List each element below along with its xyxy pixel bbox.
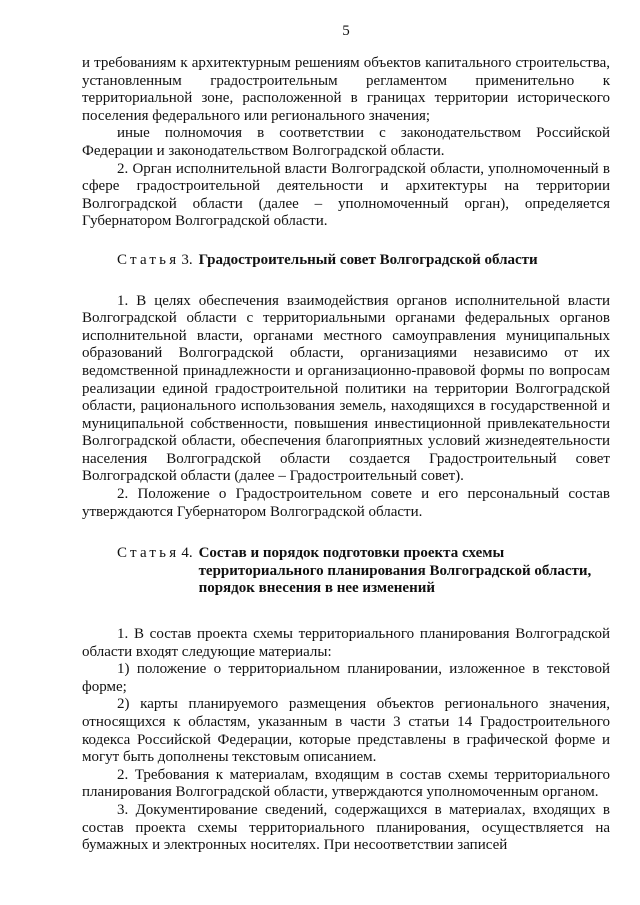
- article-title-line: территориального планирования Волгоградской области,: [198, 562, 592, 579]
- section-top: [82, 55, 610, 231]
- paragraph: иные полномочия в соответствии с законодательством Российской Федерации и законодательством Волгоградской области.: [82, 125, 610, 159]
- paragraph: 1. В целях обеспечения взаимодействия органов исполнительной власти Волгоградской области с территориальными органами федеральных органов исполнительной власти, органами местного самоуправления муниципальных образований Волгоградской области, организациями независимо от их ведомственной принадлежности и организационно-правовой формы по вопросам реализации единой градостроительной политики на территории Волгоградской области, рационального использования земель, находящихся в государственной и муниципальной собственности, повышения инвестиционной привлекательности Волгоградской области, обеспечения благоприятных условий жизнедеятельности населения Волгоградской области создается Градостроительный совет Волгоградской области (далее – Градостроительный совет).: [82, 292, 610, 485]
- article-title: Градостроительный совет Волгоградской области: [198, 251, 538, 268]
- paragraph: 2. Орган исполнительной власти Волгоградской области, уполномоченный в сфере градостроительной деятельности и архитектуры на территории Волгоградской области (далее – уполномоченный орган), определяется Губернатором Волгоградской области.: [82, 160, 610, 230]
- paragraph: 2. Требования к материалам, входящим в состав схемы территориального планирования Волгоградской области, утверждаются уполномоченным органом.: [82, 766, 610, 801]
- page-number: 5: [342, 23, 350, 39]
- article-prefix: Статья: [117, 545, 180, 562]
- paragraph: 2. Положение о Градостроительном совете и его персональный состав утверждаются Губернатором Волгоградской области.: [82, 486, 610, 520]
- article-3-heading: [82, 252, 610, 270]
- document-page: [82, 24, 610, 855]
- article-number: 3.: [181, 251, 193, 268]
- paragraph: и требованиям к архитектурным решениям объектов капитального строительства, установленным градостроительным регламентом применительно к территориальной зоне, расположенной в границах территории исторического поселения федерального или регионального значения;: [82, 55, 610, 124]
- article-prefix: Статья: [117, 251, 180, 268]
- paragraph: 3. Документирование сведений, содержащихся в материалах, входящих в состав проекта схемы территориального планирования, осуществляется на бумажных и электронных носителях. При несоответствии записей: [82, 801, 610, 854]
- article-title-line: порядок внесения в нее изменений: [198, 580, 435, 597]
- article-title: [199, 545, 610, 598]
- paragraph: 1) положение о территориальном планировании, изложенное в текстовой форме;: [82, 661, 610, 695]
- paragraph: 1. В состав проекта схемы территориального планирования Волгоградской области входят следующие материалы:: [82, 626, 610, 660]
- article-title-line: Состав и порядок подготовки проекта схемы: [198, 545, 505, 562]
- article-4-body: [82, 626, 610, 855]
- article-number: 4.: [181, 545, 193, 562]
- article-4-heading: [82, 545, 610, 598]
- paragraph: 2) карты планируемого размещения объектов регионального значения, относящихся к областям, указанным в части 3 статьи 14 Градостроительного кодекса Российской Федерации, которые представлены в графической форме и могут быть дополнены текстовым описанием.: [82, 696, 610, 766]
- article-3-body: [82, 293, 610, 522]
